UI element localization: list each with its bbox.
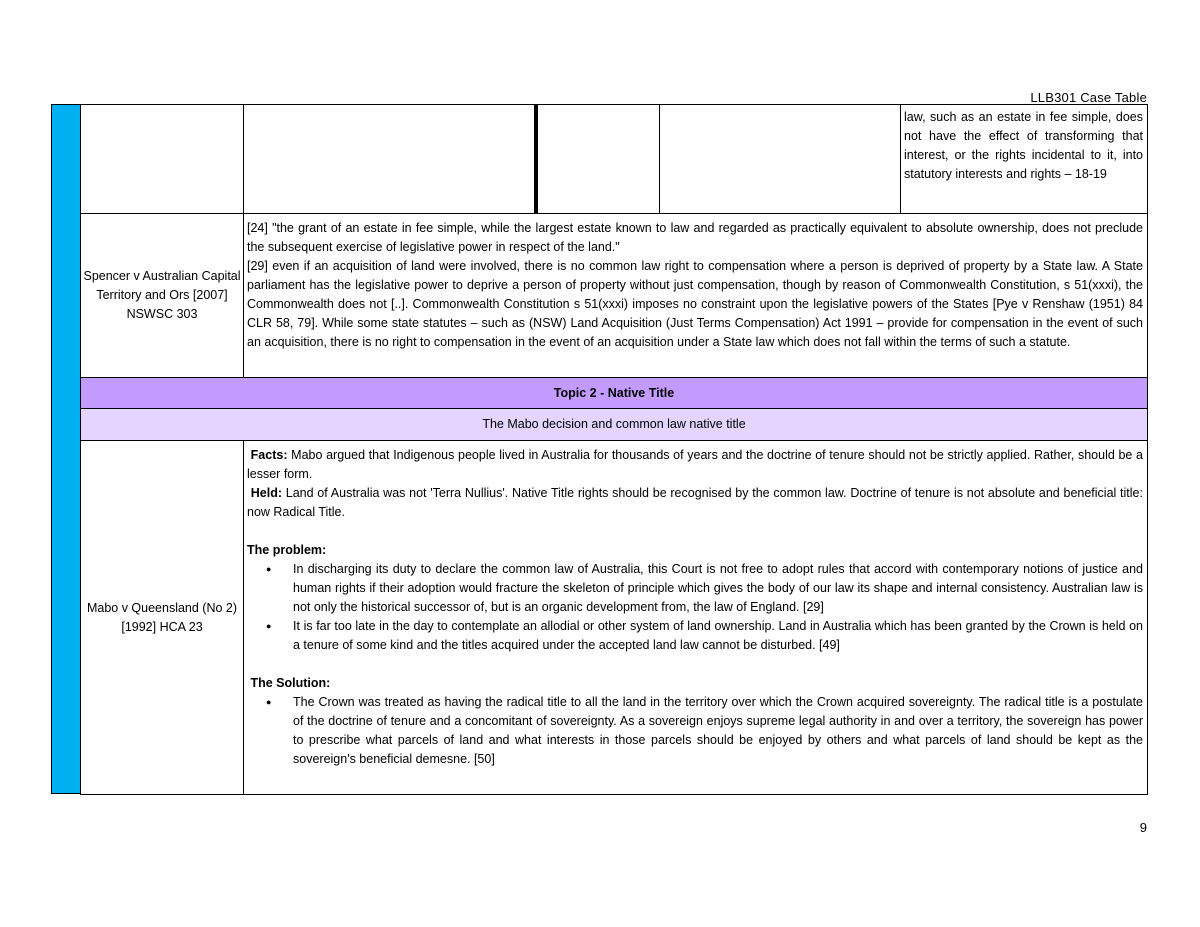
table-row-continued-col-2 [243,104,535,214]
case-name-spencer [80,213,244,378]
mabo-held-label: Held: [250,486,282,500]
mabo-held [247,484,1143,522]
page-number: 9 [1139,820,1147,835]
continued-cell-text: law, such as an estate in fee simple, does not have the effect of transforming that interest, or the rights incidental to it, into statutory interests and rights – 18-19 [900,104,1148,214]
topic-heading-bar [80,377,1148,409]
list-item: ● In discharging its duty to declare the common law of Australia, this Court is not free to adopt rules that accord with contemporary notions of justice and human rights if their adoption would fracture the skeleton of principle which gives the body of our law its shape and internal consistency. Australian law is not only the historical successor of, but is an organic development from, the law of England. [29] [293,560,1143,617]
topic-color-strip [51,104,81,794]
mabo-solution-list [247,693,1143,769]
list-item: ● The Crown was treated as having the radical title to all the land in the territory over which the Crown acquired sovereignty. The radical title is a postulate of the doctrine of tenure and a concomitant of sovereignty. As a sovereign enjoys supreme legal authority in and over a territory, the sovereign has power to prescribe what parcels of land and what interests in those parcels should be enjoyed by others and what parcels of land should be kept as the sovereign's beneficial demesne. [50] [293,693,1143,769]
case-name-spencer-text: Spencer v Australian Capital Territory and Ors [2007] NSWSC 303 [83,269,241,321]
table-row-continued-col-1 [80,104,244,214]
list-item: ● It is far too late in the day to contemplate an allodial or other system of land ownership. Land in Australia which has been granted by the Crown is held on a tenure of some kind and the titles acquired under the accepted land law cannot be disturbed. [49] [293,617,1143,655]
case-notes-spencer [243,213,1148,378]
mabo-problem-list [247,560,1143,655]
spencer-paragraph-29: [29] even if an acquisition of land were involved, there is no common law right to compensation where a person is deprived of property by a State law. A State parliament has the legislative power to deprive a person of property without just compensation, though by reason of Commonwealth Constitution, s 51(xxxi), the Commonwealth does not [..]. Commonwealth Constitution s 51(xxxi) imposes no constraint upon the legislative powers of the States [Pye v Renshaw (1951) 84 CLR 58, 79]. While some state statutes – such as (NSW) Land Acquisition (Just Terms Compensation) Act 1991 – provide for compensation in the event of such an acquisition, there is no right to compensation in the event of an acquisition under a State law which does not fall within the terms of such a statute. [247,259,1143,349]
case-name-mabo-text: Mabo v Queensland (No 2) [1992] HCA 23 [86,600,238,634]
topic-title: Topic 2 - Native Title [553,385,675,400]
subtopic-heading-bar [80,408,1148,441]
mabo-facts-text: Mabo argued that Indigenous people lived in Australia for thousands of years and the doctrine of tenure should not be strictly applied. Rather, should be a lesser form. [247,448,1143,481]
spencer-paragraph-24: [24] "the grant of an estate in fee simple, while the largest estate known to law and regarded as practically equivalent to absolute ownership, does not preclude the subsequent exercise of legislative power in respect of the land." [247,221,1143,254]
mabo-solution-heading: The Solution: [250,676,331,690]
table-row-continued-col-4 [659,104,901,214]
case-table [80,104,1148,795]
document-header: LLB301 Case Table [1030,90,1147,105]
mabo-problem-heading: The problem: [247,543,327,557]
table-row-continued-col-3 [536,104,660,214]
subtopic-title: The Mabo decision and common law native title [482,417,746,431]
mabo-facts-label: Facts: [250,448,288,462]
case-name-mabo [80,440,244,795]
case-notes-mabo [243,440,1148,795]
mabo-facts [247,446,1143,484]
mabo-held-text: Land of Australia was not 'Terra Nullius'. Native Title rights should be recognised by the common law. Doctrine of tenure is not absolute and beneficial title: now Radical Title. [247,486,1143,519]
